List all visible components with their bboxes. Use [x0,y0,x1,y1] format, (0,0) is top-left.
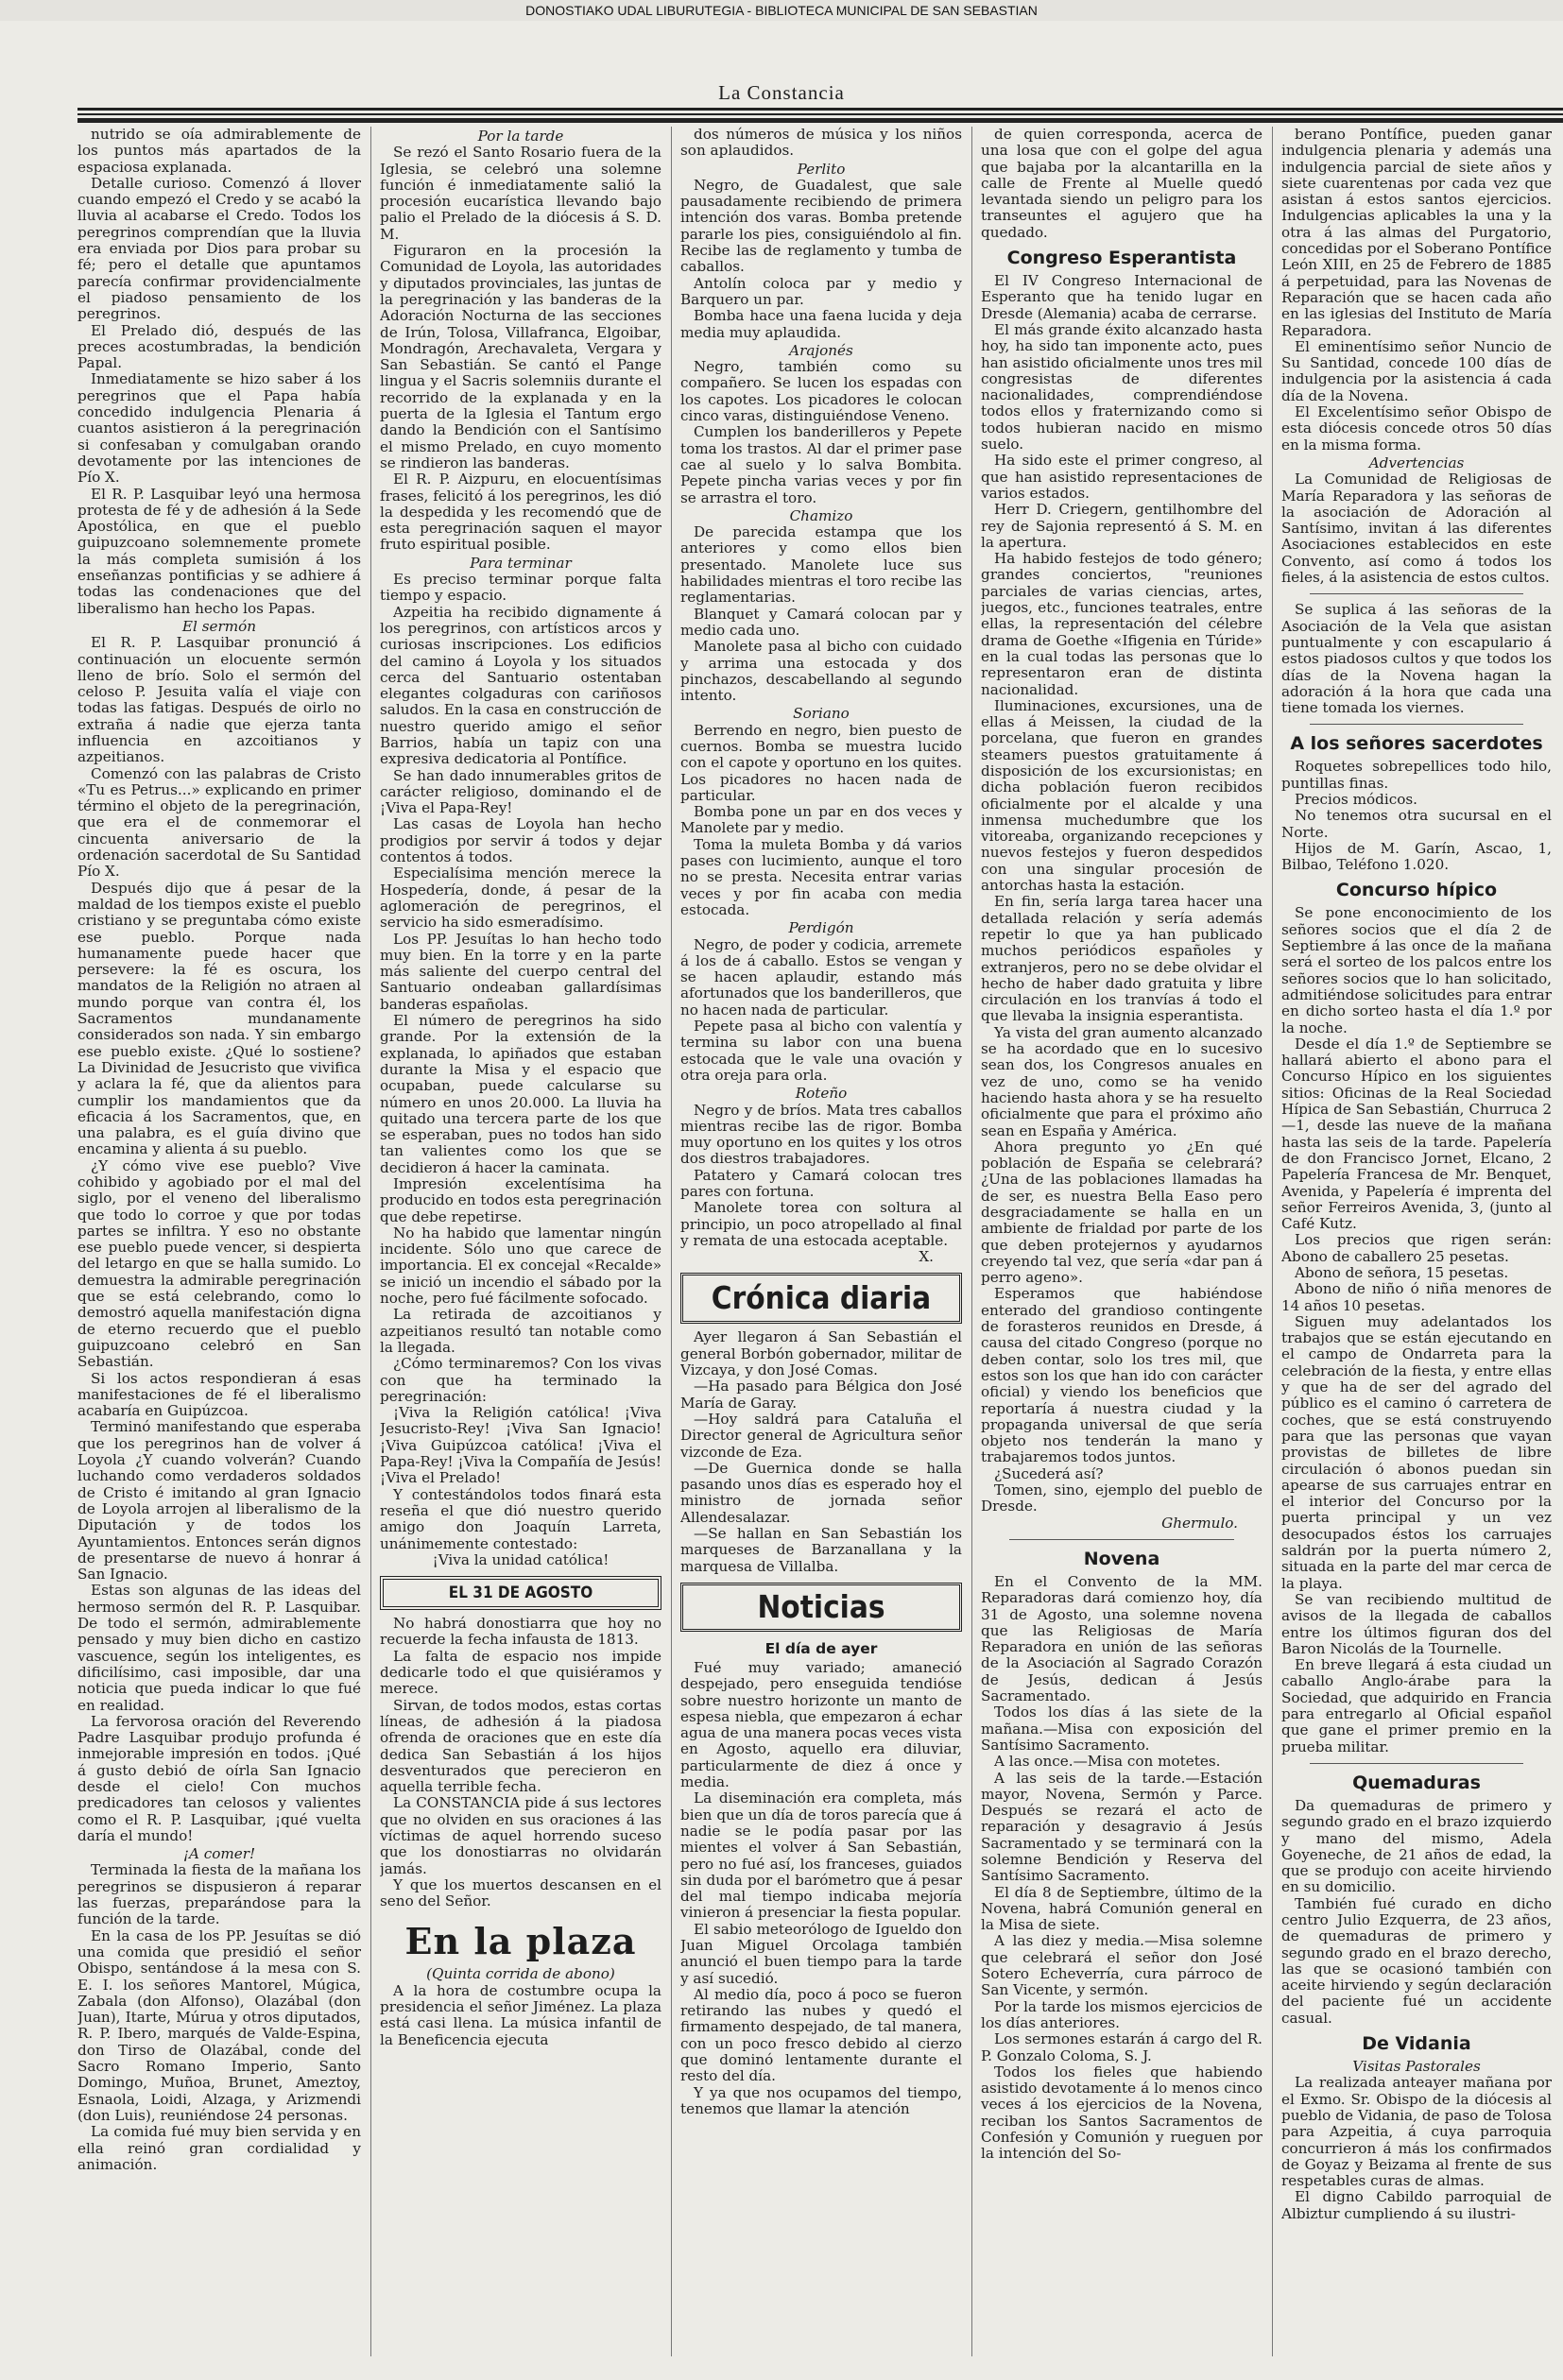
paragraph: Esperamos que habiéndose enterado del grandioso contingente de forasteros reunidos en Dresde, á causa del citado Congreso (porque no deben contar, solo los tres mil, que estos son los que han ido con carácter oficial) y viendo los beneficios que reportaría á nuestra ciudad y la propaganda universal de que sería objeto nos tenderán la mano y trabajaremos todos juntos. [981,1285,1262,1466]
paragraph: Todos los fieles que habiendo asistido devotamente á lo menos cinco veces á los ejercicios de la Novena, reciban los Santos Sacramentos de Confesión y Comunión y rueguen por la intención del So- [981,2063,1262,2163]
column-divider [1272,127,1273,2356]
paragraph: Negro y de bríos. Mata tres caballos mientras recibe las de rigor. Bomba muy oportuno en los quites y los otros dos diestros trabajadores. [680,1101,962,1168]
paragraph: En el Convento de la MM. Reparadoras dará comienzo hoy, día 31 de Agosto, una solemne novena que las Religiosas de María Reparadora en unión de las señoras de la Asociación al Sagrado Corazón de Jesús, dedican á Jesús Sacramentado. [981,1572,1262,1705]
paragraph: El IV Congreso Internacional de Esperanto que ha tenido lugar en Dresde (Alemania) acaba de cerrarse. [981,272,1262,322]
paragraph: dos números de música y los niños son aplaudidos. [680,127,962,160]
column-divider [671,127,672,2356]
paragraph: —Se hallan en San Sebastián los marqueses de Barzanallana y la marquesa de Villalba. [680,1525,962,1575]
header-rule [77,118,1563,123]
paragraph: La comida fué muy bien servida y en ella reinó gran cordialidad y animación. [77,2123,361,2173]
newspaper-columns [77,127,1552,2356]
paragraph: Da quemaduras de primero y segundo grado en el brazo izquierdo y mano del mismo, Adela Goyeneche, de 21 años de edad, la que se produjo con aceite hirviendo en su domicilio. [1281,1796,1552,1896]
signature: X. [919,1248,934,1266]
paragraph: Negro, de Guadalest, que sale pausadamente recibiendo de primera intención dos varas. Bomba pretende pararle los pies, consiguiéndolo al fin. Recibe las de reglamento y tumba de caballos. [680,176,962,276]
paragraph: Bomba hace una faena lucida y deja media muy aplaudida. [680,307,962,341]
paragraph: Todos los días á las siete de la mañana.—Misa con exposición del Santísimo Sacramento. [981,1704,1262,1754]
paragraph: Herr D. Criegern, gentilhombre del rey de Sajonia representó á S. M. en la apertura. [981,501,1262,551]
section-heading: Quemaduras [1352,1772,1481,1793]
paragraph: A la hora de costumbre ocupa la presidencia el señor Jiménez. La plaza está casi llena. La música infantil de la Beneficencia ejecuta [380,1981,661,2048]
paragraph: No tenemos otra sucursal en el Norte. [1281,807,1552,841]
subheading: El sermón [181,617,257,635]
subheading: Para terminar [470,554,572,572]
paragraph: El Prelado dió, después de las preces acostumbradas, la bendición Papal. [77,321,361,372]
section-subheading: El día de ayer [764,1639,878,1657]
subheading: Perlito [797,160,846,178]
paragraph: La falta de espacio nos impide dedicarle todo el que quisiéramos y merece. [380,1647,661,1698]
paragraph: El Excelentísimo señor Obispo de esta diócesis concede otros 50 días en la misma forma. [1281,403,1552,454]
paragraph: La realizada anteayer mañana por el Exmo. Sr. Obispo de la diócesis al pueblo de Vidania, de paso de Tolosa para Azpeitia, á cuya parroquia concurrieron á más los confirmados de Goyaz y Beizama al frente de sus respetables curas de almas. [1281,2074,1552,2190]
paragraph: nutrido se oía admirablemente de los puntos más apartados de la espaciosa explanada. [77,127,361,176]
paragraph: Azpeitia ha recibido dignamente á los peregrinos, con artísticos arcos y curiosas inscripciones. Los edificios del camino á Loyola y los situados cerca del Santuario ostentaban elegantes colgaduras con cariñosos saludos. En la casa en construcción de nuestro querido amigo el señor Barrios, había un tapiz con una expresiva dedicatoria al Pontífice. [380,603,661,768]
subheading: Arajonés [789,341,853,359]
paragraph: Ayer llegaron á San Sebastián el general Borbón gobernador, militar de Vizcaya, y don José Comas. [680,1328,962,1379]
section-title-plaza: En la plaza [404,1920,637,1963]
separator-rule [1310,724,1523,725]
subheading: Advertencias [1368,454,1465,471]
paragraph: No ha habido que lamentar ningún incidente. Sólo uno que carece de importancia. El ex concejal «Recalde» se inició un incendio el sábado por la noche, pero fué fácilmente sofocado. [380,1224,661,1308]
paragraph: Sirvan, de todos modos, estas cortas líneas, de adhesión á la piadosa ofrenda de oraciones que en este día dedica San Sebastián á los hijos desventurados que perecieron en aquella terrible fecha. [380,1696,661,1796]
paragraph: Precios módicos. [1295,790,1417,808]
subheading: Soriano [793,705,850,723]
section-heading: Concurso hípico [1335,880,1498,901]
paragraph: El sabio meteorólogo de Igueldo don Juan Miguel Orcolaga también anunció el buen tiempo para la tarde y así sucedió. [680,1920,962,1987]
subheading: Perdigón [788,919,854,937]
section-heading: Novena [1083,1548,1160,1569]
column-4 [981,127,1262,2356]
paragraph: Los PP. Jesuítas lo han hecho todo muy bien. En la torre y en la parte más saliente del cuerpo central del Santuario ondeaban gallardísimas banderas españolas. [380,930,661,1013]
paragraph: Bomba pone un par en dos veces y Manolete par y medio. [680,803,962,837]
paragraph: Abono de niño ó niña menores de 14 años 10 pesetas. [1281,1280,1552,1314]
subheading: Roteño [795,1085,848,1103]
paragraph: La fervorosa oración del Reverendo Padre Lasquibar produjo profunda é inmejorable impresión en todos. ¡Qué á gusto debió de oírla San Ignacio desde el cielo! Con muchos predicadores tan celosos y valientes como el R. P. Lasquibar, ¡qué vuelta daría el mundo! [77,1712,361,1844]
paragraph: Toma la muleta Bomba y dá varios pases con lucimiento, aunque el toro no se presta. Necesita entrar varias veces y por fin acaba con media estocada. [680,835,962,918]
signature: Ghermulo. [1161,1514,1238,1532]
paragraph: La CONSTANCIA pide á sus lectores que no olviden en sus oraciones á las víctimas de aquel horrendo suceso que los donostiarras no olvidarán jamás. [380,1794,661,1877]
paragraph: ¿Sucederá así? [994,1464,1104,1482]
paragraph: Pepete pasa al bicho con valentía y termina su labor con una buena estocada que le vale una ovación y otra oreja para orla. [680,1018,962,1084]
paragraph: ¿Cómo terminaremos? Con los vivas con que ha terminado la peregrinación: [380,1355,661,1405]
paragraph: También fué curado en dicho centro Julio Ezquerra, de 23 años, de quemaduras de primero y segundo grado en el brazo derecho, las que se ocasionó también con aceite hirviendo y según declaración del paciente fué un accidente casual. [1281,1894,1552,2027]
paragraph: de quien corresponda, acerca de una losa que con el golpe del agua que bajaba por la alcantarilla en la calle de Frente al Muelle quedó levantada siendo un peligro para los transeuntes el agujero que ha quedado. [981,127,1262,241]
section-heading: A los señores sacerdotes [1290,733,1543,755]
paragraph: Y ya que nos ocupamos del tiempo, tenemos que llamar la atención [680,2083,962,2117]
subheading: Chamizo [789,506,853,524]
separator-rule [1009,1539,1234,1540]
newspaper-masthead: La Constancia [718,81,845,104]
subheading: ¡A comer! [182,1845,256,1863]
paragraph: Por la tarde los mismos ejercicios de los días anteriores. [981,1997,1262,2031]
paragraph: Detalle curioso. Comenzó á llover cuando empezó el Credo y se acabó la lluvia al acabarse el Credo. Todos los peregrinos comprendían que la lluvia era enviada por Dios para probar su fé; pero el detalle que apuntamos parecía confirmar providencialmente el piadoso pensamiento de los peregrinos. [77,174,361,323]
paragraph: Terminada la fiesta de la mañana los peregrinos se dispusieron á reparar las fuerzas, preparándose para la función de la tarde. [77,1861,361,1928]
paragraph: Inmediatamente se hizo saber á los peregrinos que el Papa había concedido indulgencia Plenaria á cuantos asistieron á la peregrinación si confesaban y comulgaban orando devotamente por las intenciones de Pío X. [77,370,361,487]
paragraph: Ahora pregunto yo ¿En qué población de España se celebrará? ¿Una de las poblaciones llamadas ha de ser, es nuestra Bella Easo pero desgraciadamente se halla en un ambiente de frialdad por parte de los que deben protejernos y ayudarnos creyendo tal vez, que sería «dar pan á perro ageno». [981,1138,1262,1287]
column-3 [680,127,962,2356]
paragraph: Ya vista del gran aumento alcanzado se ha acordado que en lo sucesivo sean dos, los Congresos anuales en vez de uno, como se ha venido haciendo hasta ahora y se ha resuelto oficialmente que para el próximo año sean en España y América. [981,1023,1262,1139]
paragraph: Las casas de Loyola han hecho prodigios por servir á todos y dejar contentos á todos. [380,815,661,866]
paragraph: Después dijo que á pesar de la maldad de los tiempos existe el pueblo cristiano y se preguntaba cómo existe ese pueblo. Porque nada humanamente puede hacer que persevere: la fé es oscura, los mandatos de la Religión no atraen al mundo porque van contra él, los Sacramentos mundanamente considerados son nada. Y sin embargo ese pueblo existe. ¿Qué lo sostiene? La Divinidad de Jesucristo que vivifica y aclara la fé, que da alientos para cumplir los mandamientos que da eficacia á los Sacramentos, que, en una palabra, es el guía divino que encamina y alienta á su pueblo. [77,879,361,1158]
paragraph: Especialísima mención merece la Hospedería, donde, á pesar de la aglomeración de peregrinos, el servicio ha sido esmeradísimo. [380,865,661,932]
paragraph: —De Guernica donde se halla pasando unos días es esperado hoy el ministro de jornada señor Allendesalazar. [680,1459,962,1526]
paragraph: Hijos de M. Garín, Ascao, 1, Bilbao, Teléfono 1.020. [1281,839,1552,874]
paragraph: A las once.—Misa con motetes. [994,1753,1221,1771]
paragraph: Roquetes sobrepellices todo hilo, puntillas finas. [1281,758,1552,792]
paragraph: En breve llegará á esta ciudad un caballo Anglo-árabe para la Sociedad, que adquirido en Francia para entregarlo al Oficial español que gane el primer premio en la prueba militar. [1281,1656,1552,1755]
paragraph: Blanquet y Camará colocan par y medio cada uno. [680,605,962,639]
paragraph: El R. P. Aizpuru, en elocuentísimas frases, felicitó á los peregrinos, les dió la despedida y les recomendó que de esta peregrinación saquen el mayor fruto espiritual posible. [380,471,661,554]
paragraph: Terminó manifestando que esperaba que los peregrinos han de volver á Loyola ¿Y cuando volverán? Cuando luchando como verdaderos soldados de Cristo é imitando al gran Ignacio de Loyola arrojen al liberalismo de la Diputación y de todos los Ayuntamientos. Entonces serán dignos de presentarse de nuevo á honrar á San Ignacio. [77,1418,361,1584]
paragraph: Ha habido festejos de todo género; grandes conciertos, "reuniones parciales de varias ciencias, artes, juegos, etc., funciones teatrales, entre ellas, la representación del célebre drama de Goethe «Ifigenia en Túride» en la cual todas las personas que lo representaron eran de distinta nacionalidad. [981,550,1262,698]
separator-rule [1310,593,1523,594]
paragraph: Y que los muertos descansen en el seno del Señor. [380,1875,661,1910]
paragraph: Iluminaciones, excursiones, una de ellas á Meissen, la ciudad de la porcelana, que fueron en grandes steamers puestos gratuitamente á disposición de los excursionistas; en dicha población fueron recibidos oficialmente por el alcalde y una inmensa muchedumbre que los vitoreaba, organizando recepciones y nuevos festejos y fueron despedidos con una singular procesión de antorchas hasta la estación. [981,696,1262,895]
section-banner-cronica: Crónica diaria [680,1273,962,1324]
paragraph: Negro, de poder y codicia, arremete á los de á caballo. Estos se vengan y se hacen aplaudir, estando más afortunados que los banderilleros, que no hacen nada de particular. [680,935,962,1019]
paragraph: Y contestándolos todos finará esta reseña el que dió nuestro querido amigo don Joaquín Larreta, unánimemente contestado: [380,1485,661,1552]
paragraph: Manolete pasa al bicho con cuidado y arrima una estocada y dos pinchazos, descabellando al segundo intento. [680,638,962,705]
paragraph: Cumplen los banderilleros y Pepete toma los trastos. Al dar el primer pase cae al suelo y lo salva Bombita. Pepete pincha varias veces y por fin se arrastra el toro. [680,423,962,506]
paragraph: La Comunidad de Religiosas de María Reparadora y las señoras de la asociación de Adoración al Santísimo, invitan á las diferentes Asociaciones establecidos en este Convento, así como á todos los fieles, á la asistencia de estos cultos. [1281,471,1552,587]
paragraph: Ha sido este el primer congreso, al que han asistido representaciones de varios estados. [981,452,1262,502]
section-heading: Congreso Esperantista [1006,248,1237,269]
paragraph: Patatero y Camará colocan tres pares con fortuna. [680,1166,962,1200]
paragraph: Es preciso terminar porque falta tiempo y espacio. [380,571,661,605]
paragraph: —Ha pasado para Bélgica don José María de Garay. [680,1378,962,1412]
paragraph: Fué muy variado; amaneció despejado, pero enseguida tendióse sobre nuestro horizonte un manto de espesa niebla, que empezaron á echar agua de una manera pocas veces vista en Agosto, aquello era diluviar, particularmente de diez á once y media. [680,1658,962,1791]
paragraph: Se pone enconocimiento de los señores socios que el día 2 de Septiembre á las once de la mañana será el sorteo de los palcos entre los señores socios que lo han solicitado, admitiéndose solicitudes para entrar en dicho sorteo hasta el día 1.º por la noche. [1281,904,1552,1036]
separator-rule [1310,1763,1523,1764]
column-1 [77,127,361,2356]
paragraph: Se rezó el Santo Rosario fuera de la Iglesia, se celebró una solemne función é inmediatamente salió la procesión eucarística llevando bajo palio el Prelado de la diócesis á S. D. M. [380,144,661,243]
paragraph: Negro, también como su compañero. Se lucen los espadas con los capotes. Los picadores le colocan cinco varas, distinguiéndose Veneno. [680,358,962,425]
paragraph: Los sermones estarán á cargo del R. P. Gonzalo Coloma, S. J. [981,2030,1262,2064]
column-2 [380,127,661,2356]
paragraph: Berrendo en negro, bien puesto de cuernos. Bomba se muestra lucido con el capote y oportuno en los quites. Los picadores no hacen nada de particular. [680,721,962,804]
paragraph: Manolete torea con soltura al principio, un poco atropellado al final y remata de una estocada aceptable. [680,1199,962,1249]
paragraph: El más grande éxito alcanzado hasta hoy, ha sido tan imponente acto, pues han asistido oficialmente unos tres mil congresistas de diferentes nacionalidades, comprendiéndose todos ellos y fraternizando como si todos hubieran nacido en mismo suelo. [981,320,1262,454]
paragraph: Los precios que rigen serán: Abono de caballero 25 pesetas. [1281,1231,1552,1265]
paragraph: A las seis de la tarde.—Estación mayor, Novena, Sermón y Parce. Después se rezará el acto de reparación y desagravio á Jesús Sacramentado y se terminará con la solemne Bendición y Reserva del Santísimo Sacramento. [981,1769,1262,1885]
column-5 [1281,127,1552,2356]
subheading: Visitas Pastorales [1352,2058,1481,2076]
section-banner-date: EL 31 DE AGOSTO [380,1576,661,1610]
closing-cheer: ¡Viva la unidad católica! [432,1550,610,1568]
paragraph: Se suplica á las señoras de la Asociación de la Vela que asistan puntualmente y con escapulario á estos piadosos cultos y que todos los días de la Novena hagan la adoración á la hora que cada una tiene tomada los viernes. [1281,601,1552,717]
paragraph: Siguen muy adelantados los trabajos que se están ejecutando en el campo de Ondarreta para la celebración de la fiesta, y entre ellas y que ha de ser del agrado del público es el camino ó carretera de coches, que se está construyendo para que las personas que vayan provistas de billetes de libre circulación ó abonos puedan sin apearse de sus carruajes entrar en el interior del Concurso por la puerta principal y un vez desocupados éstos los carruajes saldrán por la puerta número 2, situada en la parte del mar cerca de la playa. [1281,1312,1552,1592]
paragraph: Se van recibiendo multitud de avisos de la llegada de caballos entre los últimos figuran dos del Baron Nicolás de la Tournelle. [1281,1590,1552,1657]
paragraph: La diseminación era completa, más bien que un día de toros parecía que á nadie se le podía pasar por las mientes el volver á San Sebastián, pero no fué así, los franceses, guiados sin duda por el barómetro que á pesar del mal tiempo indicaba mejoría vinieron á presenciar la fiesta popular. [680,1789,962,1922]
paragraph: Comenzó con las palabras de Cristo «Tu es Petrus...» explicando en primer término el objeto de la peregrinación, que era el de conmemorar el cincuenta aniversario de la ordenación sacerdotal de Su Santidad Pío X. [77,764,361,881]
section-banner-noticias: Noticias [680,1583,962,1632]
paragraph: No habrá donostiarra que hoy no recuerde la fecha infausta de 1813. [380,1615,661,1649]
paragraph: Tomen, sino, ejemplo del pueblo de Dresde. [981,1481,1262,1515]
paragraph: ¡Viva la Religión católica! ¡Viva Jesucristo-Rey! ¡Viva San Ignacio! ¡Viva Guipúzcoa católica! ¡Viva el Papa-Rey! ¡Viva la Compañía de Jesús! ¡Viva el Prelado! [380,1404,661,1487]
paragraph: —Hoy saldrá para Cataluña el Director general de Agricultura señor vizconde de Eza. [680,1410,962,1461]
subheading: (Quinta corrida de abono) [426,1965,615,1983]
section-heading: De Vidania [1362,2033,1471,2055]
paragraph: De parecida estampa que los anteriores y como ellos bien presentado. Manolete luce sus habilidades mientras el toro recibe las reglamentarias. [680,523,962,607]
paragraph: Si los actos respondieran á esas manifestaciones de fé el liberalismo acabaría en Guipúzcoa. [77,1369,361,1420]
paragraph: El R. P. Lasquibar pronunció á continuación un elocuente sermón lleno de brío. Solo el sermón del celoso P. Jesuita valía el viaje con todas las fatigas. Después de oirlo no extraña á nadie que ejerza tanta influencia en azcoitianos y azpeitianos. [77,634,361,766]
paragraph: El número de peregrinos ha sido grande. Por la extensión de la explanada, lo apiñados que estaban durante la Misa y el espacio que ocupaban, puede calcularse su número en unos 20.000. La lluvia ha quitado una tercera parte de los que se esperaban, pues no todos han sido tan valientes como los que se decidieron á hacer la caminata. [380,1012,661,1176]
header-rule [77,113,1563,115]
paragraph: A las diez y media.—Misa solemne que celebrará el señor don José Sotero Echeverría, cura párroco de San Vicente, y sermón. [981,1932,1262,1999]
paragraph: El eminentísimo señor Nuncio de Su Santidad, concede 100 días de indulgencia por la asistencia á cada día de la Novena. [1281,337,1552,404]
library-banner: DONOSTIAKO UDAL LIBURUTEGIA - BIBLIOTECA MUNICIPAL DE SAN SEBASTIAN [0,0,1563,21]
paragraph: Desde el día 1.º de Septiembre se hallará abierto el abono para el Concurso Hípico en los siguientes sitios: Oficinas de la Real Sociedad Hípica de San Sebastián, Churruca 2—1, desde las nueve de la mañana hasta las seis de la tarde. Papelería de don Francisco Jornet, Elcano, 2 Papelería Francesa de Mr. Benquet, Avenida, y Papelería é imprenta del señor Ferreiros Avenida, 3, (junto al Café Kutz. [1281,1035,1552,1233]
paragraph: ¿Y cómo vive ese pueblo? Vive cohibido y agobiado por el mal del siglo, por el veneno del liberalismo que todo lo corroe y que por todas partes se infiltra. Y eso no obstante ese pueblo puede vencer, si despierta del letargo en que se halla sumido. Lo demuestra la admirable peregrinación que se está celebrando, como lo demostró aquella manifestación digna de eterno recuerdo que el pueblo guipuzcoano celebró en San Sebastián. [77,1156,361,1371]
column-divider [971,127,972,2356]
paragraph: Impresión excelentísima ha producido en todos esta peregrinación que debe repetirse. [380,1175,661,1225]
paragraph: La retirada de azcoitianos y azpeitianos resultó tan notable como la llegada. [380,1306,661,1356]
paragraph: El día 8 de Septiembre, último de la Novena, habrá Comunión general en la Misa de siete. [981,1883,1262,1934]
paragraph: El R. P. Lasquibar leyó una hermosa protesta de fé y de adhesión á la Sede Apostólica, en que el pueblo guipuzcoano solemnemente promete la más completa sumisión á los enseñanzas pontificias y se adhiere á todas las condenaciones que del liberalismo han hecho los Papas. [77,485,361,617]
paragraph: Antolín coloca par y medio y Barquero un par. [680,274,962,308]
paragraph: Abono de señora, 15 pesetas. [1295,1264,1509,1281]
paragraph: Se han dado innumerables gritos de carácter religioso, dominando el de ¡Viva el Papa-Rey! [380,766,661,817]
paragraph: Figuraron en la procesión la Comunidad de Loyola, las autoridades y diputados provinciales, las juntas de la peregrinación y las banderas de la Adoración Nocturna de las secciones de Irún, Tolosa, Villafranca, Elgoibar, Mondragón, Arechavaleta, Vergara y San Sebastián. Se cantó el Pange lingua y el Sacris solemniis durante el recorrido de la explanada y en la puerta de la Iglesia el Tantum ergo dando la Bendición con el Santísimo el mismo Prelado, en cuyo momento se rindieron las banderas. [380,242,661,471]
paragraph: El digno Cabildo parroquial de Albiztur cumpliendo á su ilustri- [1281,2188,1552,2222]
paragraph: Al medio día, poco á poco se fueron retirando las nubes y quedó el firmamento despejado, de tal manera, con un poco fresco debido al cierzo que dominó lentamente durante el resto del día. [680,1985,962,2085]
paragraph: En fin, sería larga tarea hacer una detallada relación y sería además repetir lo que ya han publicado muchos periódicos españoles y extranjeros, pero no se debe olvidar el hecho de haber dado gratuita y libre circulación en los tranvías á todo el que llevaba la insignia esperantista. [981,893,1262,1025]
paragraph: berano Pontífice, pueden ganar indulgencia plenaria y además una indulgencia parcial de siete años y siete cuarentenas por cada vez que asistan á estos santos ejercicios. Indulgencias aplicables la una y la otra á las almas del Purgatorio, concedidas por el Soberano Pontífice León XIII, en 25 de Febrero de 1885 á perpetuidad, para las Novenas de Reparación que se hacen cada año en las iglesias del Instituto de María Reparadora. [1281,127,1552,339]
subheading: Por la tarde [477,128,564,145]
header-rule [77,108,1563,111]
column-divider [370,127,371,2356]
paragraph: Estas son algunas de las ideas del hermoso sermón del R. P. Lasquibar. De todo el sermón, admirablemente pensado y muy bien dicho en castizo vascuence, según los inteligentes, es dificilísimo, casi imposible, dar una noticia que pueda indicar lo que fué en realidad. [77,1582,361,1714]
paragraph: En la casa de los PP. Jesuítas se dió una comida que presidió el señor Obispo, sentándose á la mesa con S. E. I. los señores Mantorel, Múgica, Zabala (don Alfonso), Olazábal (don Juan), Itarte, Múrua y otros diputados, R. P. Ibero, marqués de Valde-Espina, don Tirso de Olazábal, conde del Sacro Romano Imperio, Santo Domingo, Muñoa, Brunet, Ameztoy, Esnaola, Loidi, Alzaga, y Arizmendi (don Luis), reuniéndose 24 personas. [77,1926,361,2124]
